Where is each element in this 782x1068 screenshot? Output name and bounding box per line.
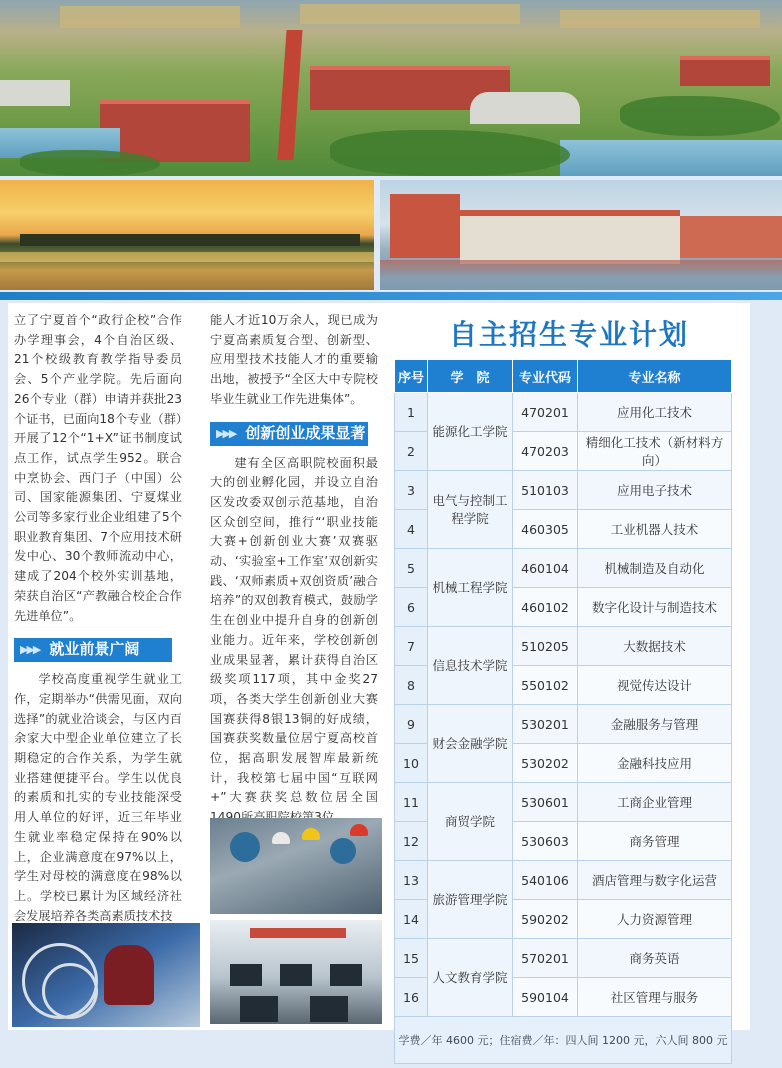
table-row bbox=[395, 549, 732, 588]
workshop-training-photo bbox=[210, 818, 382, 914]
header-no: 序号 bbox=[395, 360, 428, 393]
row-no: 4 bbox=[395, 510, 428, 549]
major-code: 590202 bbox=[513, 900, 578, 939]
campus-building-reflection-photo bbox=[380, 180, 782, 290]
major-name: 商务管理 bbox=[578, 822, 732, 861]
row-no: 6 bbox=[395, 588, 428, 627]
row-no: 8 bbox=[395, 666, 428, 705]
major-name: 精细化工技术（新材料方向） bbox=[578, 432, 732, 471]
major-code: 570201 bbox=[513, 939, 578, 978]
table-row bbox=[395, 861, 732, 900]
major-name: 数字化设计与制造技术 bbox=[578, 588, 732, 627]
college-cell: 人文教育学院 bbox=[428, 939, 513, 1017]
college-cell: 能源化工学院 bbox=[428, 393, 513, 471]
double-chevron-icon: ▶▶▶ bbox=[216, 426, 236, 440]
row-no: 11 bbox=[395, 783, 428, 822]
major-code: 510103 bbox=[513, 471, 578, 510]
fee-note-row bbox=[395, 1017, 732, 1064]
content-panel bbox=[8, 303, 750, 1047]
section-heading-innovation bbox=[210, 422, 368, 446]
major-code: 590104 bbox=[513, 978, 578, 1017]
major-code: 460305 bbox=[513, 510, 578, 549]
header-code: 专业代码 bbox=[513, 360, 578, 393]
text-column-left bbox=[14, 311, 182, 926]
major-name: 视觉传达设计 bbox=[578, 666, 732, 705]
table-row bbox=[395, 627, 732, 666]
major-name: 金融服务与管理 bbox=[578, 705, 732, 744]
major-code: 530601 bbox=[513, 783, 578, 822]
row-no: 14 bbox=[395, 900, 428, 939]
network-cabling-photo bbox=[12, 923, 200, 1027]
lakeside-sunset-photo bbox=[0, 180, 374, 290]
text-column-middle bbox=[210, 311, 378, 828]
fee-note: 学费／年 4600 元；住宿费／年：四人间 1200 元，六人间 800 元 bbox=[395, 1017, 732, 1064]
header-divider bbox=[0, 292, 782, 300]
row-no: 7 bbox=[395, 627, 428, 666]
major-code: 550102 bbox=[513, 666, 578, 705]
campus-aerial-photo bbox=[0, 0, 782, 176]
major-name: 大数据技术 bbox=[578, 627, 732, 666]
college-cell: 机械工程学院 bbox=[428, 549, 513, 627]
body-paragraph: 学校高度重视学生就业工作，定期举办“供需见面，双向选择”的就业洽谈会，与区内百余家大中型企业单位建立了长期稳定的合作关系，为学生就业搭建便捷平台。学生以优良的素质和扎实的专业技能深受用人单位的好评，近三年毕业生就业率稳定保持在90%以上，企业满意度在97%以上，学生对母校的满意度在98%以上。学校已累计为区域经济社会发展培养各类高素质技术技 bbox=[14, 672, 182, 923]
major-name: 应用化工技术 bbox=[578, 393, 732, 432]
row-no: 16 bbox=[395, 978, 428, 1017]
college-cell: 信息技术学院 bbox=[428, 627, 513, 705]
major-name: 机械制造及自动化 bbox=[578, 549, 732, 588]
major-code: 470203 bbox=[513, 432, 578, 471]
major-name: 社区管理与服务 bbox=[578, 978, 732, 1017]
table-header-row bbox=[395, 360, 732, 393]
major-name: 工业机器人技术 bbox=[578, 510, 732, 549]
row-no: 13 bbox=[395, 861, 428, 900]
major-code: 530603 bbox=[513, 822, 578, 861]
body-paragraph: 建有全区高职院校面积最大的创业孵化园，并设立自治区发改委双创示范基地，自治区众创空间，推行“‘职业技能大赛+创新创业大赛’双赛驱动、‘实验室+工作室’双创新实践、‘双师素质+双创资质’融合培养”的双创教育模式，鼓励学生在创业中提升自身的创新创业能力。近年来，学校创新创业成果显著，累计获得自治区级奖项117项，其中金奖27项，各类大学生创新创业大赛国赛获得8银13铜的好成绩，国赛获奖数量位居宁夏高校首位，据高职发展智库最新统计，我校第七届中国“互联网+”大赛获奖总数位居全国 bbox=[210, 455, 378, 805]
body-paragraph: 能人才近10万余人，现已成为宁夏高素质复合型、创新型、应用型技术技能人才的重要输出地，被授予“全区大中专院校毕业生就业工作先进集体”。 bbox=[210, 313, 378, 406]
section-title: 创新创业成果显著 bbox=[245, 423, 366, 442]
major-code: 470201 bbox=[513, 393, 578, 432]
major-name: 人力资源管理 bbox=[578, 900, 732, 939]
row-no: 15 bbox=[395, 939, 428, 978]
row-no: 5 bbox=[395, 549, 428, 588]
row-no: 2 bbox=[395, 432, 428, 471]
plan-title: 自主招生专业计划 bbox=[448, 318, 689, 351]
major-name: 酒店管理与数字化运营 bbox=[578, 861, 732, 900]
major-name: 商务英语 bbox=[578, 939, 732, 978]
header-college: 学 院 bbox=[428, 360, 513, 393]
row-no: 12 bbox=[395, 822, 428, 861]
header-major: 专业名称 bbox=[578, 360, 732, 393]
major-code: 510205 bbox=[513, 627, 578, 666]
computer-lab-photo bbox=[210, 920, 382, 1024]
double-chevron-icon: ▶▶▶ bbox=[20, 643, 40, 657]
body-paragraph: 立了宁夏首个“政行企校”合作办学理事会，4个自治区级、21个校级教育教学指导委员会、5个产业学院。先后面向26个专业（群）申请并获批23个证书，已面向18个专业（群）开展了12个“1+X”证书制度试点工作，试点学生952。联合中烹协会、西门子（中国）公司、国家能源集团、宁夏煤业公司等多家行业企业组建了5个职业教育集团、7个应用技术研发中心、30个教师流动中心，建成了204个校外实训基地，荣获自治区“产教融合校企合作先进单位”。 bbox=[14, 313, 182, 623]
table-row bbox=[395, 705, 732, 744]
table-row bbox=[395, 471, 732, 510]
college-cell: 商贸学院 bbox=[428, 783, 513, 861]
row-no: 9 bbox=[395, 705, 428, 744]
major-name: 应用电子技术 bbox=[578, 471, 732, 510]
major-code: 540106 bbox=[513, 861, 578, 900]
major-code: 530202 bbox=[513, 744, 578, 783]
row-no: 10 bbox=[395, 744, 428, 783]
table-row bbox=[395, 393, 732, 432]
major-code: 460104 bbox=[513, 549, 578, 588]
row-no: 1 bbox=[395, 393, 428, 432]
section-title: 就业前景广阔 bbox=[49, 640, 140, 659]
row-no: 3 bbox=[395, 471, 428, 510]
major-code: 530201 bbox=[513, 705, 578, 744]
college-cell: 电气与控制工程学院 bbox=[428, 471, 513, 549]
section-heading-employment bbox=[14, 638, 172, 662]
college-cell: 财会金融学院 bbox=[428, 705, 513, 783]
major-code: 460102 bbox=[513, 588, 578, 627]
major-name: 金融科技应用 bbox=[578, 744, 732, 783]
table-row bbox=[395, 783, 732, 822]
admission-plan-table bbox=[394, 359, 732, 1064]
table-row bbox=[395, 939, 732, 978]
college-cell: 旅游管理学院 bbox=[428, 861, 513, 939]
major-name: 工商企业管理 bbox=[578, 783, 732, 822]
